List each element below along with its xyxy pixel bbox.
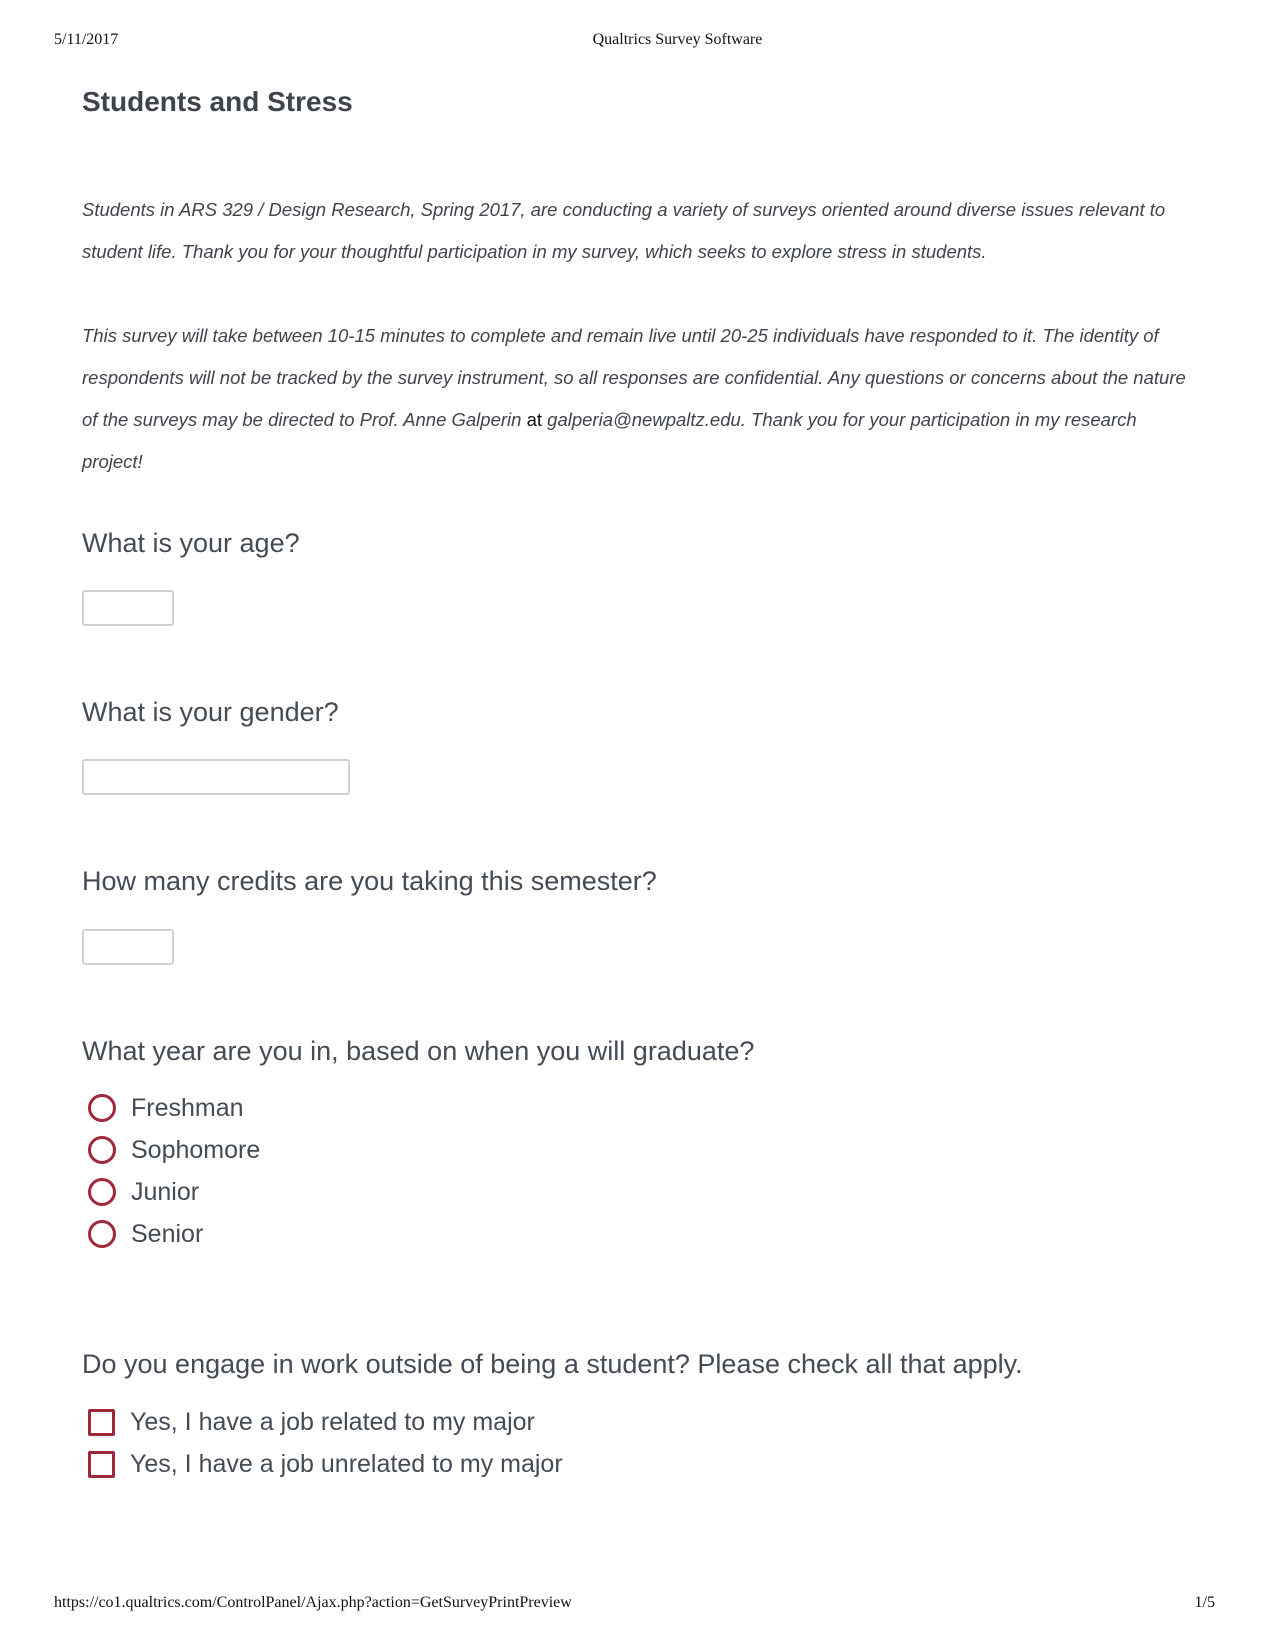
option-label: Freshman — [131, 1093, 244, 1122]
radio-button-icon[interactable] — [88, 1220, 116, 1248]
print-title: Qualtrics Survey Software — [592, 31, 763, 48]
intro-paragraph-2-end: galperia@newpaltz.edu. Thank you for your participation in my research project! — [82, 409, 1137, 472]
gender-input[interactable] — [82, 759, 350, 795]
checkbox-icon[interactable] — [88, 1451, 115, 1478]
radio-button-icon[interactable] — [88, 1094, 116, 1122]
radio-button-icon[interactable] — [88, 1136, 116, 1164]
work-option-unrelated-job[interactable] — [88, 1446, 563, 1482]
intro-paragraph-2-start: This survey will take between 10-15 minutes to complete and remain live until 20-25 individuals have responded to it. The identity of respondents will not be tracked by the survey instrument, so all responses are confidential. Any questions or concerns about the nature of the surveys may be directed to Prof. Anne Galperin — [82, 325, 1186, 430]
checkbox-icon[interactable] — [88, 1409, 115, 1436]
year-option-junior[interactable] — [88, 1174, 199, 1210]
print-date: 5/11/2017 — [54, 31, 119, 48]
question-work: Do you engage in work outside of being a student? Please check all that apply. — [82, 1349, 1023, 1379]
option-label: Sophomore — [131, 1135, 261, 1164]
work-option-related-job[interactable] — [88, 1404, 535, 1440]
year-option-senior[interactable] — [88, 1216, 203, 1252]
page-number: 1/5 — [1194, 1594, 1215, 1611]
print-footer — [0, 1594, 1275, 1616]
year-option-freshman[interactable] — [88, 1090, 244, 1126]
intro-paragraph-1: Students in ARS 329 / Design Research, Spring 2017, are conducting a variety of surveys oriented around diverse issues relevant to student life. Thank you for your thoughtful participation in my survey, which seeks to explore stress in students. — [82, 199, 1166, 262]
option-label: Yes, I have a job related to my major — [130, 1407, 535, 1436]
print-header — [0, 31, 1275, 53]
option-label: Junior — [131, 1177, 200, 1206]
intro-paragraph-2-at: at — [526, 409, 543, 430]
survey-title: Students and Stress — [82, 86, 353, 117]
question-year: What year are you in, based on when you will graduate? — [82, 1036, 755, 1066]
question-gender: What is your gender? — [82, 697, 339, 727]
option-label: Senior — [131, 1219, 204, 1248]
question-age: What is your age? — [82, 528, 300, 558]
print-url: https://co1.qualtrics.com/ControlPanel/Ajax.php?action=GetSurveyPrintPreview — [54, 1594, 572, 1611]
age-input[interactable] — [82, 590, 174, 626]
credits-input[interactable] — [82, 929, 174, 965]
radio-button-icon[interactable] — [88, 1178, 116, 1206]
option-label: Yes, I have a job unrelated to my major — [130, 1449, 563, 1478]
question-credits: How many credits are you taking this semester? — [82, 866, 657, 896]
year-option-sophomore[interactable] — [88, 1132, 260, 1168]
intro-paragraph-2 — [82, 315, 1202, 483]
